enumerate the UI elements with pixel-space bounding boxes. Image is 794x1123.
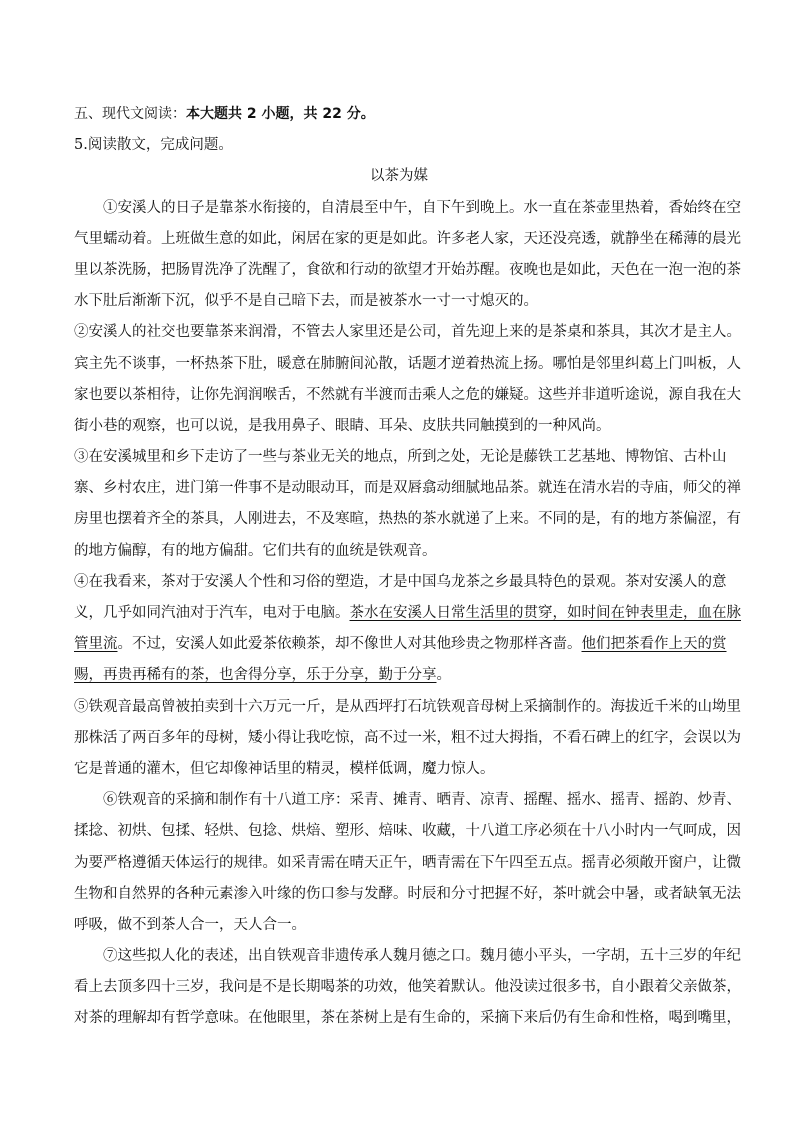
section-heading-bold: 本大题共 2 小题，共 22 分。 [186, 106, 375, 122]
paragraph-6 [74, 785, 741, 941]
paragraph-1 [74, 193, 741, 318]
paragraph-line: 为要严格遵循天体运行的规律。如采青需在晴天正午，晒青需在下午四至五点。摇青必须敞开窗户，让微 [74, 854, 741, 871]
paragraph-line: 看上去顶多四十三岁，我问是不是长期喝茶的功效，他笑着默认。他没读过很多书，自小跟着父亲做茶， [74, 979, 741, 996]
paragraph-line: 气里蠕动着。上班做生意的如此，闲居在家的更是如此。许多老人家，天还没亮透，就静坐在稀薄的晨光 [74, 230, 741, 247]
underlined-sentence-2: 他们把茶看作上天的赏 [581, 636, 727, 653]
paragraph-line: ①安溪人的日子是靠茶水衔接的，自清晨至中午，自下午到晚上。水一直在茶壶里热着，香始终在空 [103, 199, 741, 216]
paragraph-line: 的地方偏醇，有的地方偏甜。它们共有的血统是铁观音。 [74, 542, 437, 559]
paragraph-5 [74, 692, 741, 786]
paragraph-line: ④在我看来，茶对于安溪人个性和习俗的塑造，才是中国乌龙茶之乡最具特色的景观。茶对安溪人的意 [74, 573, 727, 590]
paragraph-line: ③在安溪城里和乡下走访了一些与茶业无关的地点，所到之处，无论是藤铁工艺基地、博物馆、古朴山 [74, 449, 727, 466]
paragraph-line: 寨、乡村农庄，进门第一件事不是动眼动耳，而是双唇翕动细腻地品茶。就连在清水岩的寺庙，师父的禅 [74, 480, 741, 497]
text-segment: 义，几乎如同汽油对于汽车，电对于电脑。 [74, 605, 350, 621]
paragraph-line: 里以茶洗肠，把肠胃洗净了洗醒了，食欲和行动的欲望才开始苏醒。夜晚也是如此，天色在一泡一泡的茶 [74, 261, 741, 278]
paragraph-line: 街小巷的观察，也可以说，是我用鼻子、眼睛、耳朵、皮肤共同触摸到的一种风尚。 [74, 417, 611, 434]
paragraph-3 [74, 442, 741, 567]
document-content [74, 99, 741, 1035]
paragraph-line: ⑥铁观音的采摘和制作有十八道工序：采青、摊青、晒青、凉青、摇醒、摇水、摇青、摇韵、炒青、 [103, 792, 741, 809]
paragraph-2 [74, 317, 741, 442]
section-heading-prefix: 五、现代文阅读： [74, 106, 186, 122]
paragraph-line: ⑤铁观音最高曾被拍卖到十六万元一斤，是从西坪打石坑铁观音母树上采摘制作的。海拔近千米的山坳里 [74, 698, 741, 715]
paragraph-line: ②安溪人的社交也要靠茶来润滑，不管去人家里还是公司，首先迎上来的是茶桌和茶具，其次才是主人。 [74, 324, 741, 341]
underlined-sentence-1-end: 管里流 [74, 636, 118, 653]
paragraph-4 [74, 567, 741, 692]
underlined-sentence-2-end: 赐，再贵再稀有的茶，也舍得分享，乐于分享，勤于分享 [74, 667, 437, 684]
paragraph-line: 揉捻、初烘、包揉、轻烘、包捻、烘焙、塑形、焙味、收藏，十八道工序必须在十八小时内一气呵成，因 [74, 823, 741, 840]
paragraph-line: 那株活了两百多年的母树，矮小得让我吃惊，高不过一米，粗不过大拇指，不看石碑上的红字，会误以为 [74, 729, 741, 746]
paragraph-line [74, 660, 724, 691]
paragraph-line: 它是普通的灌木，但它却像神话里的精灵，模样低调，魔力惊人。 [74, 760, 495, 777]
text-segment: 。不过，安溪人如此爱茶依赖茶，却不像世人对其他珍贵之物那样吝啬。 [117, 636, 582, 653]
paragraph-line: 宾主先不谈事，一杯热茶下肚，暖意在肺腑间沁散，话题才逆着热流上扬。哪怕是邻里纠葛上门叫板，人 [74, 355, 741, 372]
paragraph-line: 房里也摆着齐全的茶具，人刚进去，不及寒暄，热热的茶水就递了上来。不同的是，有的地方茶偏涩，有 [74, 511, 741, 528]
paragraph-line: 生物和自然界的各种元素渗入叶缘的伤口参与发酵。时辰和分寸把握不好，茶叶就会中暑，或者缺氧无法 [74, 885, 741, 902]
paragraph-line: ⑦这些拟人化的表述，出自铁观音非遗传承人魏月德之口。魏月德小平头，一字胡，五十三岁的年纪 [103, 948, 741, 965]
paragraph-line: 呼吸，做不到茶人合一，天人合一。 [74, 916, 306, 933]
section-heading [74, 99, 724, 130]
question-prompt: 5.阅读散文，完成问题。 [74, 137, 233, 154]
essay-title: 以茶为媒 [370, 168, 428, 185]
paragraph-7 [74, 941, 741, 1035]
paragraph-line: 水下肚后渐渐下沉，似乎不是自己暗下去，而是被茶水一寸一寸熄灭的。 [74, 293, 538, 310]
paragraph-line: 家也要以茶相待，让你先润润喉舌，不然就有半渡而击乘人之危的嫌疑。这些并非道听途说，源自我在大 [74, 386, 741, 403]
text-segment: 。 [436, 667, 451, 684]
paragraph-line [74, 629, 727, 660]
paragraph-line [74, 598, 741, 629]
paragraph-line: 对茶的理解却有哲学意味。在他眼里，茶在茶树上是有生命的，采摘下来后仍有生命和性格，喝到嘴里， [74, 1010, 741, 1027]
underlined-sentence-1: 茶水在安溪人日常生活里的贯穿，如时间在钟表里走，血在脉 [349, 605, 741, 621]
